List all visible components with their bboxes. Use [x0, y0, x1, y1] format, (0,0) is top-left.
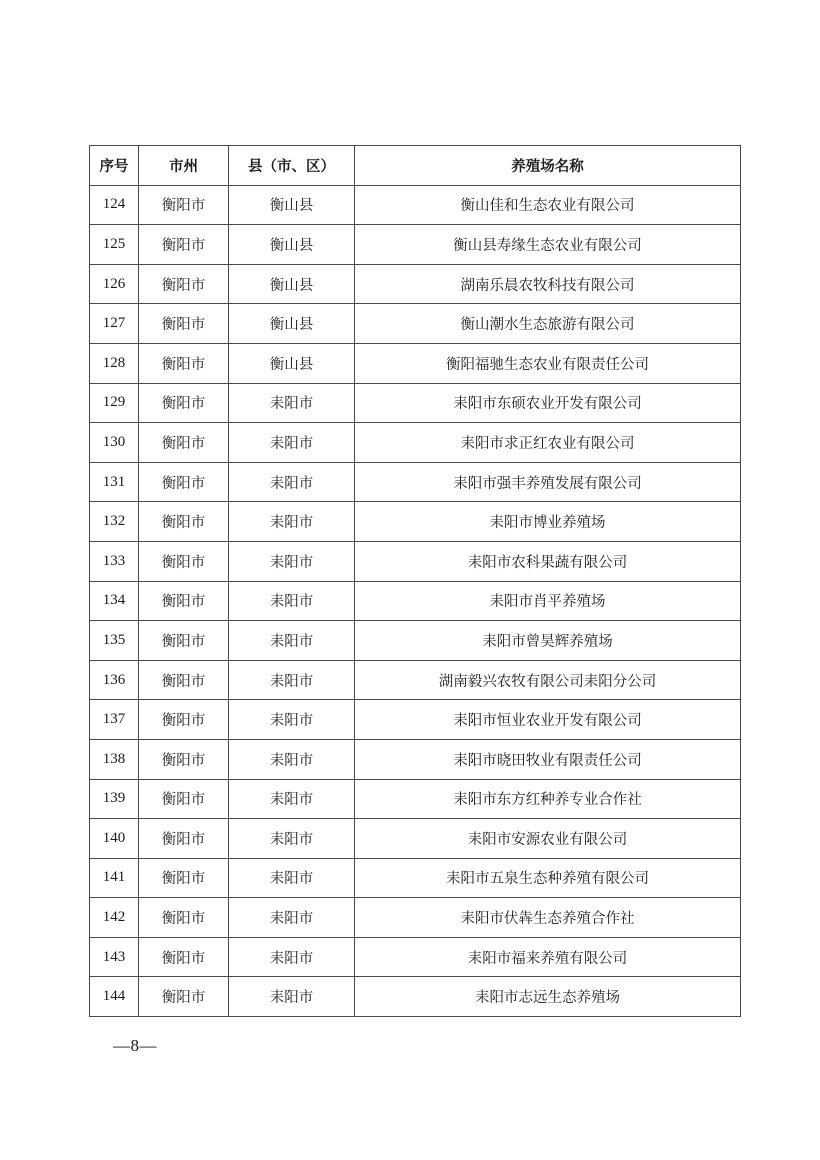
cell-serial-number: 137 — [90, 700, 139, 740]
cell-serial-number: 134 — [90, 581, 139, 621]
cell-city: 衡阳市 — [139, 660, 229, 700]
table-row — [90, 937, 741, 977]
cell-farm-name: 耒阳市志远生态养殖场 — [355, 977, 741, 1017]
cell-city: 衡阳市 — [139, 779, 229, 819]
cell-farm-name: 耒阳市伏犇生态养殖合作社 — [355, 898, 741, 938]
cell-farm-name: 耒阳市求正红农业有限公司 — [355, 423, 741, 463]
cell-farm-name: 衡山佳和生态农业有限公司 — [355, 185, 741, 225]
cell-county: 耒阳市 — [229, 502, 355, 542]
cell-serial-number: 144 — [90, 977, 139, 1017]
cell-farm-name: 耒阳市曾昊辉养殖场 — [355, 621, 741, 661]
cell-farm-name: 湖南毅兴农牧有限公司耒阳分公司 — [355, 660, 741, 700]
cell-county: 耒阳市 — [229, 898, 355, 938]
cell-farm-name: 衡阳福驰生态农业有限责任公司 — [355, 343, 741, 383]
cell-county: 耒阳市 — [229, 621, 355, 661]
table-row — [90, 779, 741, 819]
cell-serial-number: 143 — [90, 937, 139, 977]
cell-city: 衡阳市 — [139, 581, 229, 621]
cell-serial-number: 132 — [90, 502, 139, 542]
cell-county: 衡山县 — [229, 304, 355, 344]
cell-county: 耒阳市 — [229, 937, 355, 977]
cell-county: 耒阳市 — [229, 423, 355, 463]
cell-farm-name: 耒阳市东硕农业开发有限公司 — [355, 383, 741, 423]
cell-city: 衡阳市 — [139, 343, 229, 383]
page-number: —8— — [113, 1036, 157, 1055]
cell-city: 衡阳市 — [139, 502, 229, 542]
cell-county: 耒阳市 — [229, 700, 355, 740]
table-row — [90, 541, 741, 581]
cell-serial-number: 133 — [90, 541, 139, 581]
cell-county: 耒阳市 — [229, 977, 355, 1017]
table-row — [90, 898, 741, 938]
table-row — [90, 502, 741, 542]
farm-registry-table — [89, 145, 741, 1017]
cell-serial-number: 135 — [90, 621, 139, 661]
table-header-row — [90, 146, 741, 186]
cell-serial-number: 138 — [90, 739, 139, 779]
cell-farm-name: 耒阳市农科果蔬有限公司 — [355, 541, 741, 581]
table-row — [90, 343, 741, 383]
cell-farm-name: 耒阳市安源农业有限公司 — [355, 819, 741, 859]
cell-city: 衡阳市 — [139, 462, 229, 502]
cell-farm-name: 耒阳市晓田牧业有限责任公司 — [355, 739, 741, 779]
cell-farm-name: 耒阳市强丰养殖发展有限公司 — [355, 462, 741, 502]
cell-county: 衡山县 — [229, 264, 355, 304]
cell-serial-number: 130 — [90, 423, 139, 463]
cell-city: 衡阳市 — [139, 700, 229, 740]
cell-farm-name: 衡山县寿缘生态农业有限公司 — [355, 225, 741, 265]
header-city: 市州 — [139, 146, 229, 186]
cell-serial-number: 124 — [90, 185, 139, 225]
cell-county: 耒阳市 — [229, 581, 355, 621]
cell-county: 耒阳市 — [229, 660, 355, 700]
cell-county: 耒阳市 — [229, 739, 355, 779]
table-row — [90, 185, 741, 225]
cell-serial-number: 126 — [90, 264, 139, 304]
table-row — [90, 462, 741, 502]
table-row — [90, 423, 741, 463]
table-row — [90, 383, 741, 423]
cell-county: 耒阳市 — [229, 383, 355, 423]
cell-serial-number: 141 — [90, 858, 139, 898]
cell-county: 耒阳市 — [229, 779, 355, 819]
cell-county: 耒阳市 — [229, 541, 355, 581]
cell-farm-name: 耒阳市东方红种养专业合作社 — [355, 779, 741, 819]
cell-farm-name: 耒阳市肖平养殖场 — [355, 581, 741, 621]
table-row — [90, 660, 741, 700]
cell-county: 衡山县 — [229, 225, 355, 265]
table-row — [90, 858, 741, 898]
cell-city: 衡阳市 — [139, 541, 229, 581]
cell-farm-name: 湖南乐晨农牧科技有限公司 — [355, 264, 741, 304]
cell-farm-name: 耒阳市博业养殖场 — [355, 502, 741, 542]
table-row — [90, 225, 741, 265]
cell-serial-number: 139 — [90, 779, 139, 819]
cell-county: 耒阳市 — [229, 819, 355, 859]
table-row — [90, 621, 741, 661]
cell-city: 衡阳市 — [139, 185, 229, 225]
cell-serial-number: 129 — [90, 383, 139, 423]
table-row — [90, 700, 741, 740]
table-row — [90, 304, 741, 344]
table-row — [90, 977, 741, 1017]
cell-city: 衡阳市 — [139, 304, 229, 344]
table-row — [90, 819, 741, 859]
cell-county: 耒阳市 — [229, 858, 355, 898]
cell-farm-name: 衡山潮水生态旅游有限公司 — [355, 304, 741, 344]
cell-city: 衡阳市 — [139, 898, 229, 938]
cell-farm-name: 耒阳市五泉生态种养殖有限公司 — [355, 858, 741, 898]
cell-city: 衡阳市 — [139, 621, 229, 661]
cell-city: 衡阳市 — [139, 858, 229, 898]
table-row — [90, 581, 741, 621]
cell-city: 衡阳市 — [139, 739, 229, 779]
cell-serial-number: 127 — [90, 304, 139, 344]
cell-serial-number: 125 — [90, 225, 139, 265]
cell-city: 衡阳市 — [139, 264, 229, 304]
cell-serial-number: 142 — [90, 898, 139, 938]
cell-city: 衡阳市 — [139, 977, 229, 1017]
cell-serial-number: 140 — [90, 819, 139, 859]
cell-city: 衡阳市 — [139, 423, 229, 463]
header-county: 县（市、区） — [229, 146, 355, 186]
cell-city: 衡阳市 — [139, 383, 229, 423]
header-serial-number: 序号 — [90, 146, 139, 186]
cell-farm-name: 耒阳市恒业农业开发有限公司 — [355, 700, 741, 740]
cell-city: 衡阳市 — [139, 937, 229, 977]
cell-serial-number: 131 — [90, 462, 139, 502]
cell-county: 衡山县 — [229, 343, 355, 383]
table-row — [90, 739, 741, 779]
table-row — [90, 264, 741, 304]
cell-city: 衡阳市 — [139, 225, 229, 265]
table-body — [90, 185, 741, 1016]
header-farm-name: 养殖场名称 — [355, 146, 741, 186]
cell-county: 衡山县 — [229, 185, 355, 225]
cell-serial-number: 128 — [90, 343, 139, 383]
cell-city: 衡阳市 — [139, 819, 229, 859]
cell-farm-name: 耒阳市福来养殖有限公司 — [355, 937, 741, 977]
cell-serial-number: 136 — [90, 660, 139, 700]
cell-county: 耒阳市 — [229, 462, 355, 502]
